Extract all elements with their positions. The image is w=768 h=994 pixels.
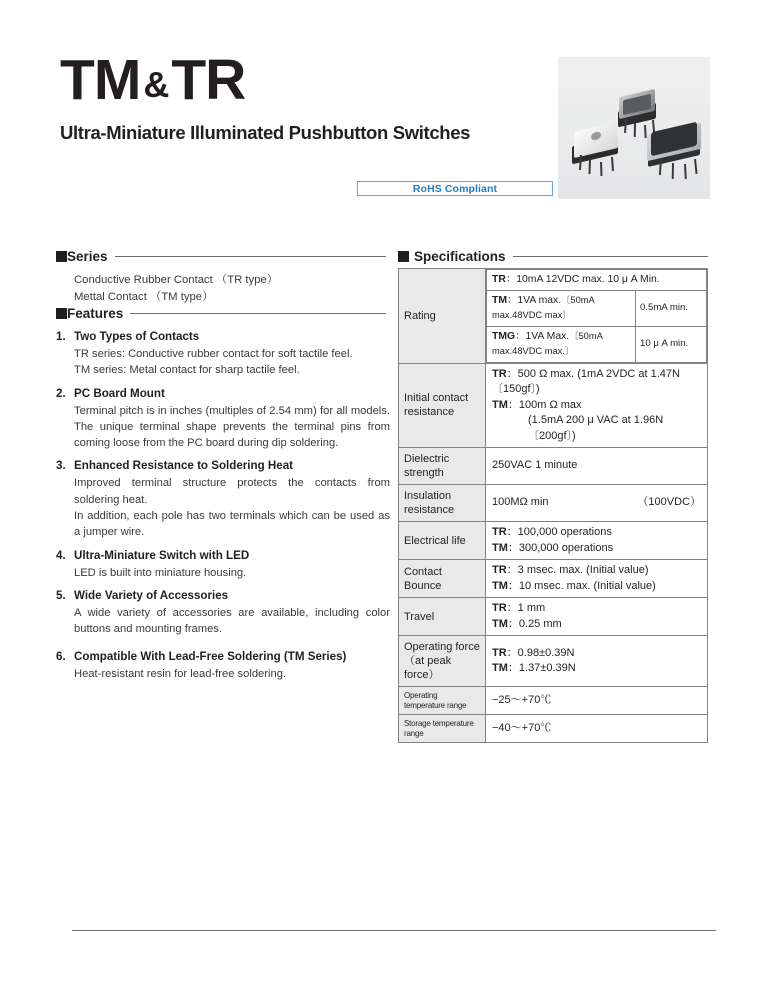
life-tm-bold: TM (492, 541, 508, 554)
series-line: Mettal Contact （TM type） (74, 290, 214, 303)
icr-tr-text: ：500 Ω max. (1mA 2VDC at 1.47N 〔150gf〕) (492, 367, 680, 395)
spec-value-insulation-resistance (486, 485, 708, 522)
feature-body: LED is built into miniature housing. (74, 566, 247, 579)
switch-photo-right (646, 119, 708, 177)
title-tr: TR (171, 48, 246, 112)
table-row (399, 485, 708, 522)
rating-tm-cell (487, 290, 636, 326)
icr-tr-bold: TR (492, 367, 507, 380)
rohs-compliant-badge: RoHS Compliant (357, 181, 553, 196)
bounce-tr-bold: TR (492, 564, 507, 576)
page-subtitle: Ultra-Miniature Illuminated Pushbutton Switches (60, 122, 471, 143)
specifications-section-heading (398, 249, 708, 264)
table-row (399, 636, 708, 687)
feature-body-line: TM series: Metal contact for sharp tactile feel. (74, 364, 300, 377)
bounce-tm-text: ：10 msec. max. (Initial value) (507, 579, 656, 592)
table-row (399, 598, 708, 636)
rating-tm-text: ：1VA max. (507, 294, 562, 306)
feature-body: Heat-resistant resin for lead-free soldering. (74, 667, 287, 680)
bounce-tm-bold: TM (492, 579, 508, 592)
travel-tm-text: ：0.25 mm (507, 617, 562, 630)
rating-tmg-cell (487, 326, 636, 362)
feature-item (56, 587, 390, 638)
feature-title: Two Types of Contacts (74, 330, 200, 343)
feature-title-row (56, 648, 390, 665)
travel-tr-bold: TR (492, 602, 507, 614)
feature-number: 1. (56, 330, 66, 343)
spec-label-dielectric-strength: Dielectric strength (399, 448, 486, 485)
life-tr-bold: TR (492, 526, 507, 538)
feature-body: In addition, each pole has two terminals which can be used as a jumper wire. (74, 510, 390, 539)
spec-label-initial-contact-resistance: Initial contact resistance (399, 363, 486, 448)
feature-item (56, 547, 390, 581)
rating-tr-bold: TR (492, 274, 506, 285)
life-tm-text: ：300,000 operations (507, 541, 614, 554)
feature-title-row (56, 547, 390, 564)
table-row (399, 715, 708, 743)
spec-value-dielectric-strength: 250VAC 1 minute (486, 448, 708, 485)
life-tm-line (492, 541, 701, 557)
spec-label-contact-bounce: Contact Bounce (399, 560, 486, 598)
feature-body: A wide variety of accessories are available, including color buttons and mounting frames. (74, 606, 390, 636)
feature-item (56, 328, 390, 379)
square-bullet-icon (56, 308, 67, 319)
rating-tr-text: ：10mA 12VDC max. 10 μ A Min. (505, 274, 660, 285)
square-bullet-icon (398, 251, 409, 262)
icr-tm-text: ：100m Ω max (507, 398, 582, 411)
product-photo (558, 57, 710, 199)
heading-rule (115, 256, 386, 257)
table-row (399, 687, 708, 715)
rating-tmg-small: 〔50mA max.48VDC max.〕 (492, 330, 603, 356)
feature-title: PC Board Mount (74, 386, 165, 400)
spec-label-insulation-resistance: Insulation resistance (399, 485, 486, 522)
feature-title: Ultra-Miniature Switch with LED (74, 548, 250, 562)
feature-number: 6. (56, 649, 66, 663)
feature-body (56, 346, 390, 379)
page-header (0, 0, 768, 210)
specifications-heading-label: Specifications (414, 249, 506, 264)
feature-item (56, 457, 390, 540)
series-heading-label: Series (67, 249, 108, 264)
table-row (487, 290, 707, 326)
travel-tm-bold: TM (492, 617, 508, 630)
rating-tmg-text: ：1VA Max. (515, 330, 570, 342)
feature-title-row (56, 457, 390, 474)
page-title (60, 48, 246, 112)
spec-value-contact-bounce (486, 560, 708, 598)
travel-tr-line (492, 601, 701, 617)
icr-tm-line2 (492, 413, 701, 444)
table-row (487, 270, 707, 291)
travel-tm-line (492, 617, 701, 633)
feature-number: 4. (56, 548, 66, 562)
force-tr-line (492, 646, 701, 662)
force-tm-text: ：1.37±0.39N (507, 662, 576, 674)
icr-tm-bold: TM (492, 398, 508, 411)
travel-tr-text: ：1 mm (506, 602, 546, 614)
table-row (487, 326, 707, 362)
spec-label-operating-force: Operating force （at peak force） (399, 636, 486, 687)
spec-label-travel: Travel (399, 598, 486, 636)
feature-title-row (56, 328, 390, 345)
title-tm: TM (60, 48, 141, 112)
insulation-test-voltage: （100VDC） (637, 496, 701, 509)
features-section-heading (56, 306, 386, 321)
spec-label-operating-temperature-range: Operating temperature range (399, 687, 486, 715)
table-row (399, 269, 708, 364)
bounce-tm-line (492, 579, 701, 595)
spec-value-electrical-life (486, 522, 708, 560)
series-section-heading (56, 249, 386, 264)
feature-number: 2. (56, 386, 66, 400)
bounce-tr-line (492, 563, 701, 579)
spec-label-storage-temperature-range: Storage temperature range (399, 715, 486, 743)
rating-tmg-bold: TMG (492, 330, 516, 342)
force-tm-bold: TM (492, 662, 508, 674)
spec-label-electrical-life: Electrical life (399, 522, 486, 560)
square-bullet-icon (56, 251, 67, 262)
spec-value-storage-temperature-range: −40〜+70℃ (486, 715, 708, 743)
spec-value-initial-contact-resistance (486, 363, 708, 448)
feature-title-row (56, 587, 390, 604)
spec-value-travel (486, 598, 708, 636)
icr-tm-line (492, 398, 701, 414)
feature-body: Terminal pitch is in inches (multiples of 2.54 mm) for all models. The unique terminal shape prevents the terminal pins from coming loose from the PC board during dip soldering. (74, 404, 390, 450)
force-tr-text: ：0.98±0.39N (506, 646, 575, 659)
icr-tr-line (492, 367, 701, 398)
spec-value-operating-temperature-range: −25〜+70℃ (486, 687, 708, 715)
feature-title: Enhanced Resistance to Soldering Heat (74, 459, 294, 473)
feature-number: 5. (56, 588, 66, 602)
feature-title: Wide Variety of Accessories (74, 588, 229, 602)
icr-tm-text2: (1.5mA 200 μ VAC at 1.96N 〔200gf〕) (528, 414, 664, 442)
feature-title: Compatible With Lead-Free Soldering (TM Series) (74, 649, 347, 663)
table-row (399, 522, 708, 560)
spec-label-rating: Rating (399, 269, 486, 364)
feature-item (56, 385, 390, 452)
bounce-tr-text: ：3 msec. max. (Initial value) (506, 564, 649, 576)
heading-rule (130, 313, 386, 314)
specifications-table (398, 268, 708, 743)
rating-tr-cell (487, 270, 707, 291)
rating-tm-small: 〔50mA max.48VDC max〕 (492, 294, 595, 320)
rating-tm-bold: TM (492, 294, 508, 306)
rating-tmg-right: 10 μ A min. (636, 326, 707, 362)
table-row (399, 560, 708, 598)
features-list (56, 328, 390, 688)
spec-value-operating-force (486, 636, 708, 687)
table-row (399, 363, 708, 448)
feature-body-line: TR series: Conductive rubber contact for soft tactile feel. (74, 348, 353, 360)
rating-subtable (486, 269, 707, 363)
table-row (399, 448, 708, 485)
footer-divider (72, 930, 716, 931)
rating-tm-right: 0.5mA min. (636, 290, 707, 326)
feature-title-row (56, 385, 390, 402)
feature-item (56, 648, 390, 682)
force-tm-line (492, 661, 701, 677)
feature-number: 3. (56, 459, 66, 473)
force-tr-bold: TR (492, 646, 507, 659)
spec-value-rating (486, 269, 708, 364)
insulation-value: 100MΩ min (492, 496, 549, 509)
series-line: Conductive Rubber Contact （TR type） (74, 274, 279, 286)
feature-body: Improved terminal structure protects the contacts from soldering heat. (74, 477, 390, 506)
life-tr-text: ：100,000 operations (506, 526, 612, 538)
life-tr-line (492, 525, 701, 541)
features-heading-label: Features (67, 306, 124, 321)
title-ampersand: & (143, 64, 169, 105)
heading-rule (513, 256, 708, 257)
series-list (74, 272, 390, 305)
